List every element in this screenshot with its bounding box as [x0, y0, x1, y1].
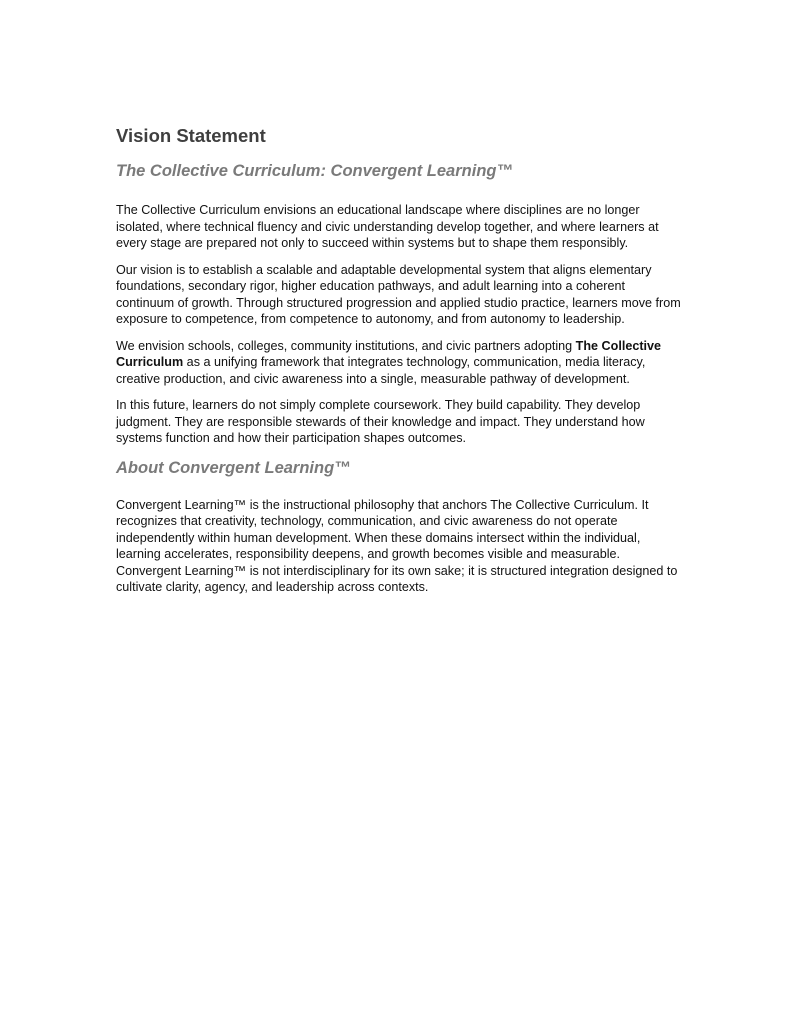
paragraph-3-text-after: as a unifying framework that integrates technology, communication, media literacy, creative production, and civic awareness into a single, measurable pathway of development. — [116, 355, 646, 386]
paragraph-3-text-before: We envision schools, colleges, community institutions, and civic partners adopting — [116, 338, 576, 353]
document-page — [116, 124, 686, 606]
paragraph-4: In this future, learners do not simply complete coursework. They build capability. They develop judgment. They are responsible stewards of their knowledge and impact. They understand how systems function and how their participation shapes outcomes. — [116, 398, 645, 445]
section-heading-about: About Convergent Learning™ — [116, 458, 351, 477]
page-title: Vision Statement — [116, 125, 266, 146]
paragraph-3-bold-text: The Collective Curriculum — [116, 338, 662, 369]
paragraph-3 — [116, 338, 686, 388]
about-paragraph: Convergent Learning™ is the instructional philosophy that anchors The Collective Curriculum. It recognizes that creativity, technology, communication, and civic awareness do not operate independently within human development. When these domains intersect within the individual, learning accelerates, responsibility deepens, and growth becomes visible and measurable. Convergent Learning™ is not interdisciplinary for its own sake; it is structured integration designed to cultivate clarity, agency, and leadership across contexts. — [116, 497, 678, 594]
paragraph-2: Our vision is to establish a scalable and adaptable developmental system that aligns elementary foundations, secondary rigor, higher education pathways, and adult learning into a coherent continuum of growth. Through structured progression and applied studio practice, learners move from exposure to competence, from competence to autonomy, and from autonomy to leadership. — [116, 262, 681, 326]
document-subtitle: The Collective Curriculum: Convergent Learning™ — [116, 162, 513, 180]
paragraph-1: The Collective Curriculum envisions an educational landscape where disciplines are no longer isolated, where technical fluency and civic understanding develop together, and where learners at every stage are prepared not only to succeed within systems but to shape them responsibly. — [116, 203, 659, 250]
